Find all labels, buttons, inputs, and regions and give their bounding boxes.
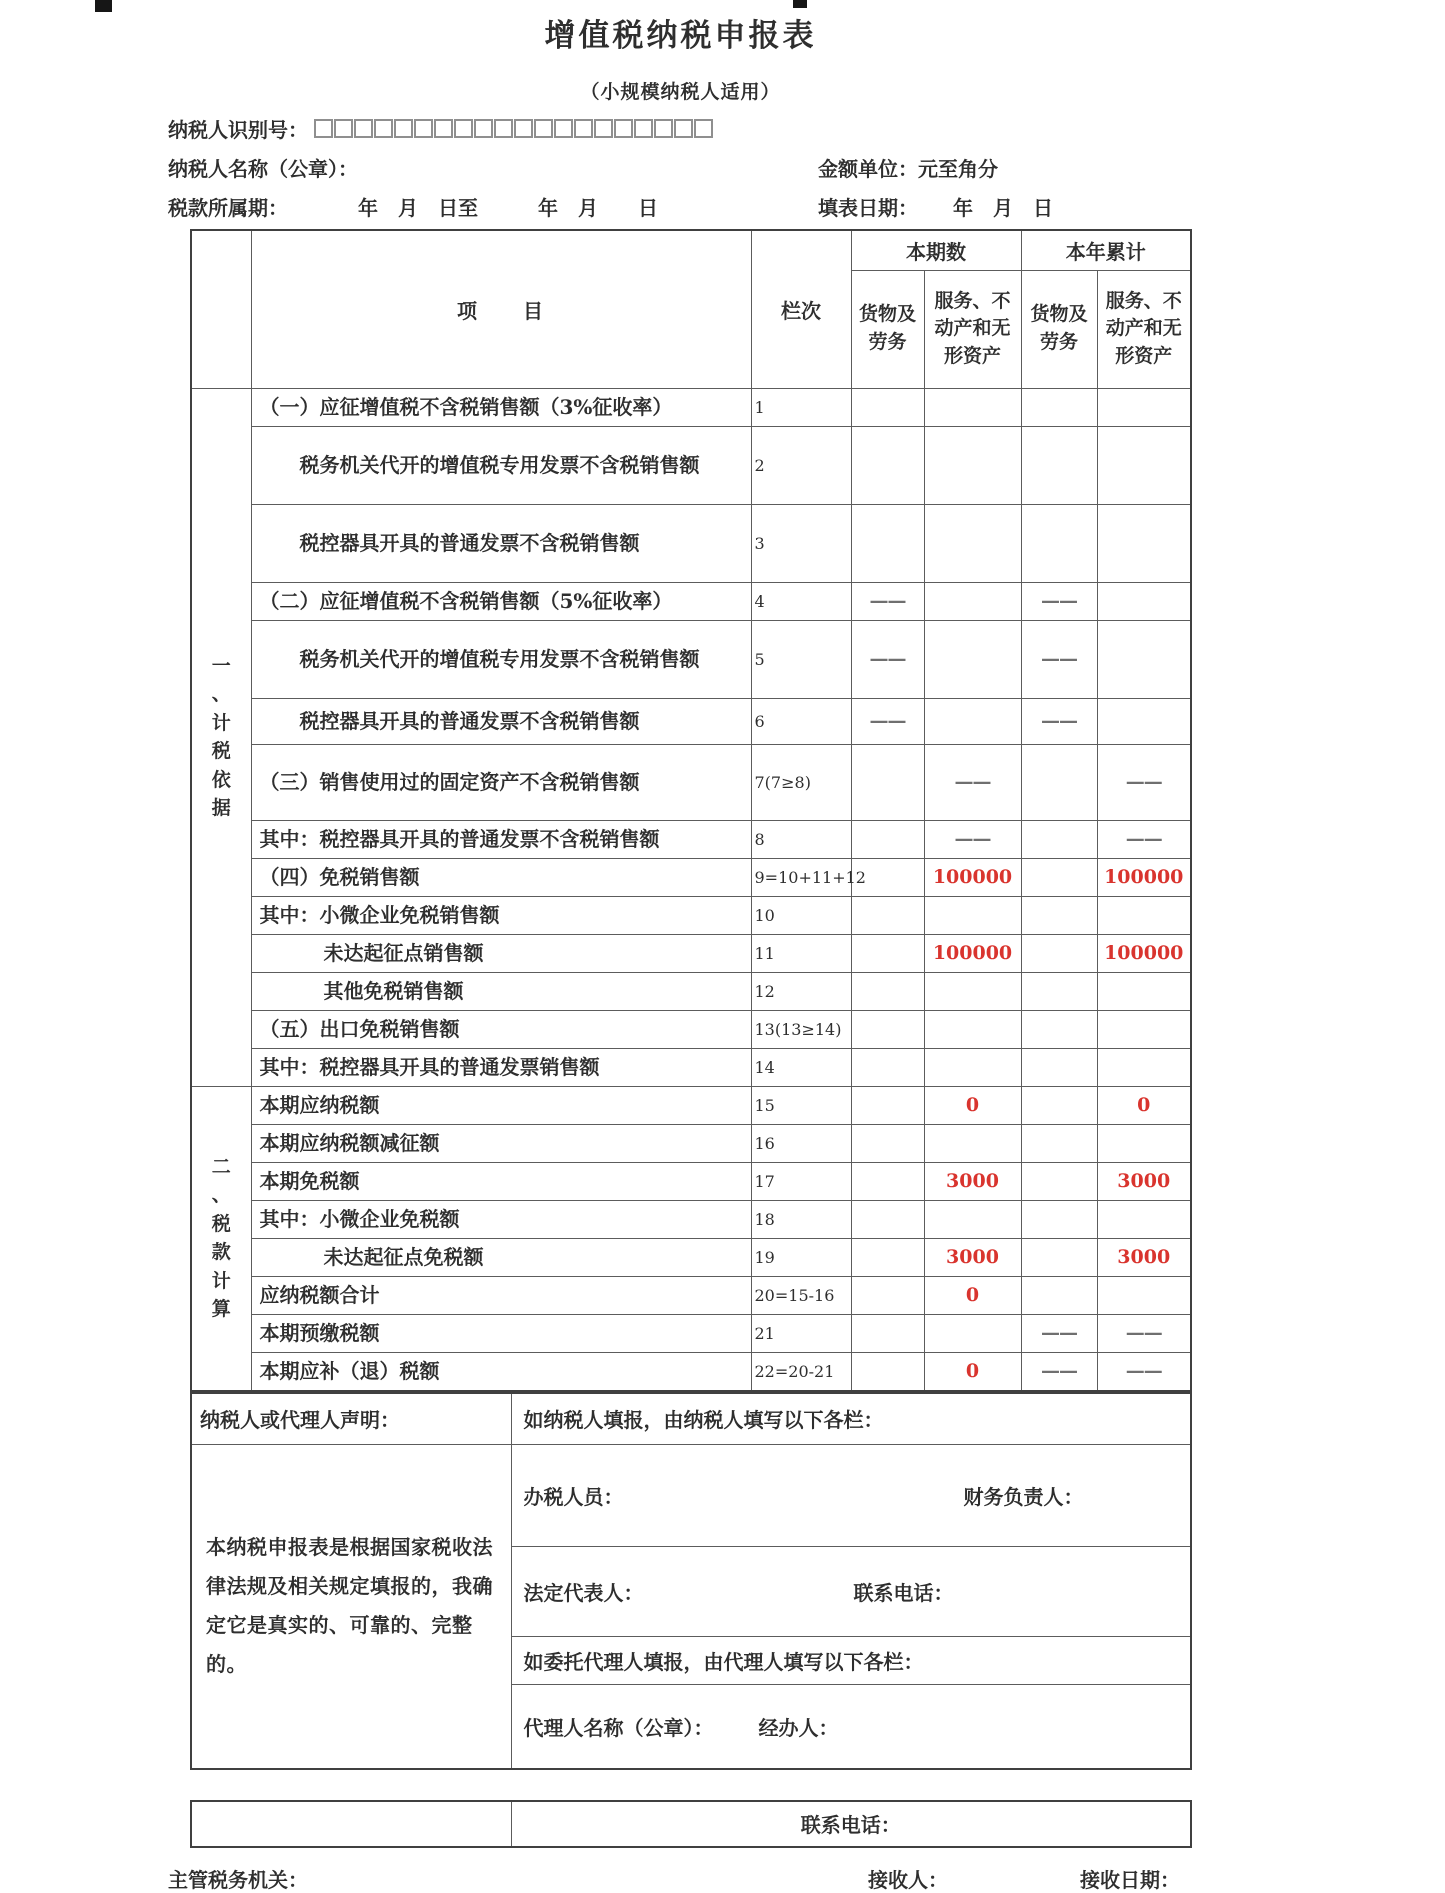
item-label: （三）销售使用过的固定资产不含税销售额 <box>251 744 751 820</box>
contact-phone-label: 联系电话： <box>853 1581 954 1605</box>
section-label-char: 一 <box>211 654 231 677</box>
legal-representative-label: 法定代表人： <box>523 1581 644 1605</box>
item-label: 其中：税控器具开具的普通发票销售额 <box>251 1048 751 1086</box>
empty-amount-cell <box>851 1314 924 1352</box>
empty-amount-cell <box>851 1200 924 1238</box>
item-label: （四）免税销售额 <box>251 858 751 896</box>
empty-amount-cell <box>1097 972 1191 1010</box>
agency-contact-label: 联系电话： <box>511 1801 1191 1847</box>
finance-chief-label: 财务负责人： <box>963 1485 1084 1509</box>
amount-value: 0 <box>924 1352 1021 1391</box>
amount-value: 100000 <box>1097 934 1191 972</box>
empty-amount-cell <box>1097 582 1191 620</box>
amount-value: 100000 <box>1097 858 1191 896</box>
column-no: 22=20-21 <box>751 1352 851 1391</box>
column-no: 14 <box>751 1048 851 1086</box>
table-row <box>191 1048 1191 1086</box>
empty-amount-cell <box>1097 504 1191 582</box>
column-no: 19 <box>751 1238 851 1276</box>
agent-name-row <box>511 1685 1191 1769</box>
item-label: 其中：小微企业免税额 <box>251 1200 751 1238</box>
empty-amount-cell <box>1097 1010 1191 1048</box>
id-box <box>474 119 493 138</box>
empty-amount-cell <box>924 620 1021 698</box>
table-row <box>191 1162 1191 1200</box>
empty-amount-cell <box>1097 1048 1191 1086</box>
section-label-char: 、 <box>211 683 231 705</box>
empty-amount-cell <box>851 1162 924 1200</box>
empty-amount-cell <box>1097 1200 1191 1238</box>
declaration-statement: 本纳税申报表是根据国家税收法律法规及相关规定填报的，我确定它是真实的、可靠的、完整的。 <box>191 1445 511 1769</box>
empty-amount-cell <box>924 1010 1021 1048</box>
column-no: 16 <box>751 1124 851 1162</box>
empty-amount-cell <box>1021 858 1097 896</box>
item-label: 税务机关代开的增值税专用发票不含税销售额 <box>251 620 751 698</box>
tax-clerk-row <box>511 1445 1191 1547</box>
empty-amount-cell <box>1097 1124 1191 1162</box>
amount-value: 3000 <box>1097 1162 1191 1200</box>
id-box <box>314 119 333 138</box>
empty-amount-cell <box>1021 934 1097 972</box>
section-label <box>191 1086 251 1391</box>
item-label: 税控器具开具的普通发票不含税销售额 <box>251 504 751 582</box>
empty-amount-cell <box>1021 426 1097 504</box>
not-applicable-cell: —— <box>851 698 924 744</box>
not-applicable-cell: —— <box>1097 744 1191 820</box>
id-box <box>654 119 673 138</box>
section-label-char: 税 <box>211 1212 231 1235</box>
amount-value: 100000 <box>924 858 1021 896</box>
empty-amount-cell <box>851 1238 924 1276</box>
legal-representative-row <box>511 1547 1191 1637</box>
empty-amount-cell <box>851 972 924 1010</box>
not-applicable-cell: —— <box>1021 1352 1097 1391</box>
column-no: 17 <box>751 1162 851 1200</box>
empty-amount-cell <box>1021 744 1097 820</box>
empty-amount-cell <box>1097 620 1191 698</box>
amount-value: 100000 <box>924 934 1021 972</box>
not-applicable-cell: —— <box>924 744 1021 820</box>
main-table <box>190 229 1192 1392</box>
table-row <box>191 388 1191 426</box>
empty-amount-cell <box>1097 426 1191 504</box>
column-no: 11 <box>751 934 851 972</box>
section-label-char: 税 <box>211 740 231 762</box>
table-row <box>191 1238 1191 1276</box>
column-no: 10 <box>751 896 851 934</box>
tax-clerk-label: 办税人员： <box>523 1485 624 1509</box>
section-label <box>191 388 251 1086</box>
agency-contact-table <box>190 1800 1192 1848</box>
taxpayer-id-boxes <box>314 119 714 138</box>
empty-amount-cell <box>851 1276 924 1314</box>
section-label-char: 算 <box>211 1298 231 1320</box>
column-no: 12 <box>751 972 851 1010</box>
id-box <box>594 119 613 138</box>
column-no: 6 <box>751 698 851 744</box>
item-label: 本期应补（退）税额 <box>251 1352 751 1391</box>
item-label: 税控器具开具的普通发票不含税销售额 <box>251 698 751 744</box>
section-label-char: 计 <box>211 1269 231 1292</box>
empty-amount-cell <box>851 388 924 426</box>
item-label: 应纳税额合计 <box>251 1276 751 1314</box>
year-to-date-header: 本年累计 <box>1021 230 1191 270</box>
empty-amount-cell <box>851 504 924 582</box>
empty-amount-cell <box>1021 972 1097 1010</box>
not-applicable-cell: —— <box>851 620 924 698</box>
item-label: （五）出口免税销售额 <box>251 1010 751 1048</box>
empty-amount-cell <box>924 426 1021 504</box>
amount-value: 0 <box>924 1086 1021 1124</box>
column-no: 20=15-16 <box>751 1276 851 1314</box>
item-column-header: 项 目 <box>251 230 751 388</box>
empty-amount-cell <box>851 426 924 504</box>
goods-services-header: 货物及劳务 <box>1021 270 1097 388</box>
empty-amount-cell <box>1021 504 1097 582</box>
scan-artifact <box>793 0 807 8</box>
section-column-header <box>191 230 251 388</box>
table-row <box>191 504 1191 582</box>
section-label-char: 款 <box>211 1241 231 1263</box>
id-box <box>634 119 653 138</box>
empty-amount-cell <box>851 820 924 858</box>
empty-amount-cell <box>851 1124 924 1162</box>
section-label-char: 依 <box>211 768 231 791</box>
column-no: 7(7≥8) <box>751 744 851 820</box>
filing-date-label: 填表日期： <box>818 196 918 220</box>
id-box <box>454 119 473 138</box>
column-no: 21 <box>751 1314 851 1352</box>
table-row <box>191 1352 1191 1391</box>
scan-artifact <box>95 0 112 12</box>
item-label: 其他免税销售额 <box>251 972 751 1010</box>
taxpayer-id-line <box>168 114 1193 143</box>
empty-amount-cell <box>851 1048 924 1086</box>
column-no-header: 栏次 <box>751 230 851 388</box>
page-subtitle: （小规模纳税人适用） <box>580 81 781 103</box>
empty-amount-cell <box>1097 388 1191 426</box>
item-label: 未达起征点销售额 <box>251 934 751 972</box>
empty-amount-cell <box>924 582 1021 620</box>
tax-period-line <box>168 192 1193 221</box>
taxpayer-fill-title: 如纳税人填报，由纳税人填写以下各栏： <box>511 1393 1191 1445</box>
column-no: 9=10+11+12 <box>751 858 851 896</box>
table-row <box>191 1314 1191 1352</box>
handler-label: 经办人： <box>758 1715 839 1740</box>
table-row <box>191 582 1191 620</box>
receive-date-label: 接收日期： <box>1080 1867 1180 1892</box>
agent-fill-title: 如委托代理人填报，由代理人填写以下各栏： <box>511 1637 1191 1685</box>
not-applicable-cell: —— <box>851 582 924 620</box>
receipt-line <box>168 1860 1193 1892</box>
table-row <box>191 820 1191 858</box>
not-applicable-cell: —— <box>924 820 1021 858</box>
empty-amount-cell <box>1021 1124 1097 1162</box>
not-applicable-cell: —— <box>1021 620 1097 698</box>
current-period-header: 本期数 <box>851 230 1021 270</box>
empty-amount-cell <box>851 1086 924 1124</box>
id-box <box>394 119 413 138</box>
id-box <box>414 119 433 138</box>
not-applicable-cell: —— <box>1021 1314 1097 1352</box>
empty-amount-cell <box>924 698 1021 744</box>
table-row <box>191 1200 1191 1238</box>
empty-amount-cell <box>851 1010 924 1048</box>
empty-amount-cell <box>1021 388 1097 426</box>
services-property-header: 服务、不动产和无形资产 <box>1097 270 1191 388</box>
column-no: 15 <box>751 1086 851 1124</box>
table-row <box>191 744 1191 820</box>
empty-amount-cell <box>1021 1048 1097 1086</box>
id-box <box>574 119 593 138</box>
taxpayer-name-label: 纳税人名称（公章）： <box>168 157 358 181</box>
amount-value: 3000 <box>1097 1238 1191 1276</box>
id-box <box>354 119 373 138</box>
amount-value: 0 <box>1097 1086 1191 1124</box>
empty-amount-cell <box>1097 698 1191 744</box>
column-no: 13(13≥14) <box>751 1010 851 1048</box>
section-label-char: 计 <box>211 711 231 734</box>
table-row <box>191 858 1191 896</box>
taxpayer-id-label: 纳税人识别号： <box>168 118 308 142</box>
tax-period-label: 税款所属期： <box>168 196 288 220</box>
amount-value: 3000 <box>924 1238 1021 1276</box>
column-no: 1 <box>751 388 851 426</box>
empty-amount-cell <box>924 1048 1021 1086</box>
item-label: 本期免税额 <box>251 1162 751 1200</box>
not-applicable-cell: —— <box>1097 1352 1191 1391</box>
empty-amount-cell <box>1021 1010 1097 1048</box>
amount-value: 3000 <box>924 1162 1021 1200</box>
declaration-table <box>190 1392 1192 1770</box>
empty-amount-cell <box>1097 1276 1191 1314</box>
agency-empty-cell <box>191 1801 511 1847</box>
column-no: 3 <box>751 504 851 582</box>
section-label-char: 二 <box>211 1155 231 1178</box>
item-label: （二）应征增值税不含税销售额（5%征收率） <box>251 582 751 620</box>
id-box <box>554 119 573 138</box>
id-box <box>334 119 353 138</box>
item-label: 本期预缴税额 <box>251 1314 751 1352</box>
item-label: 其中：税控器具开具的普通发票不含税销售额 <box>251 820 751 858</box>
table-row <box>191 426 1191 504</box>
not-applicable-cell: —— <box>1097 1314 1191 1352</box>
empty-amount-cell <box>1021 1200 1097 1238</box>
table-row <box>191 896 1191 934</box>
amount-unit-label: 金额单位：元至角分 <box>818 157 998 181</box>
empty-amount-cell <box>924 1314 1021 1352</box>
empty-amount-cell <box>1097 896 1191 934</box>
declarant-statement-title: 纳税人或代理人声明： <box>191 1393 511 1445</box>
column-no: 18 <box>751 1200 851 1238</box>
goods-services-header: 货物及劳务 <box>851 270 924 388</box>
filing-date-fields: 年 月 日 <box>952 196 1053 220</box>
filing-date <box>818 192 1193 221</box>
amount-value: 0 <box>924 1276 1021 1314</box>
empty-amount-cell <box>924 388 1021 426</box>
column-no: 8 <box>751 820 851 858</box>
empty-amount-cell <box>851 934 924 972</box>
item-label: （一）应征增值税不含税销售额（3%征收率） <box>251 388 751 426</box>
not-applicable-cell: —— <box>1021 582 1097 620</box>
section-label-char: 、 <box>211 1184 231 1206</box>
taxpayer-name-line <box>168 153 1193 182</box>
form-page <box>168 8 1193 1892</box>
table-row <box>191 1086 1191 1124</box>
empty-amount-cell <box>1021 1238 1097 1276</box>
column-no: 5 <box>751 620 851 698</box>
item-label: 本期应纳税额 <box>251 1086 751 1124</box>
item-label: 其中：小微企业免税销售额 <box>251 896 751 934</box>
empty-amount-cell <box>924 896 1021 934</box>
id-box <box>494 119 513 138</box>
table-row <box>191 972 1191 1010</box>
column-no: 2 <box>751 426 851 504</box>
id-box <box>674 119 693 138</box>
empty-amount-cell <box>1021 820 1097 858</box>
id-box <box>694 119 713 138</box>
item-label: 本期应纳税额减征额 <box>251 1124 751 1162</box>
empty-amount-cell <box>851 896 924 934</box>
empty-amount-cell <box>1021 1162 1097 1200</box>
receiver-label: 接收人： <box>868 1867 948 1892</box>
id-box <box>374 119 393 138</box>
agent-name-label: 代理人名称（公章）： <box>523 1715 714 1740</box>
id-box <box>514 119 533 138</box>
table-row <box>191 1124 1191 1162</box>
empty-amount-cell <box>924 1200 1021 1238</box>
table-row <box>191 1276 1191 1314</box>
item-label: 未达起征点免税额 <box>251 1238 751 1276</box>
not-applicable-cell: —— <box>1097 820 1191 858</box>
table-row <box>191 698 1191 744</box>
empty-amount-cell <box>851 744 924 820</box>
empty-amount-cell <box>924 1124 1021 1162</box>
not-applicable-cell: —— <box>1021 698 1097 744</box>
page-title: 增值税纳税申报表 <box>544 18 817 54</box>
empty-amount-cell <box>924 972 1021 1010</box>
services-property-header: 服务、不动产和无形资产 <box>924 270 1021 388</box>
tax-period-fields: 年 月 日至 年 月 日 <box>358 196 658 220</box>
tax-authority-label: 主管税务机关： <box>168 1867 308 1892</box>
column-no: 4 <box>751 582 851 620</box>
table-row <box>191 620 1191 698</box>
empty-amount-cell <box>1021 896 1097 934</box>
id-box <box>614 119 633 138</box>
section-label-char: 据 <box>211 797 231 819</box>
empty-amount-cell <box>851 1352 924 1391</box>
empty-amount-cell <box>1021 1276 1097 1314</box>
empty-amount-cell <box>924 504 1021 582</box>
item-label: 税务机关代开的增值税专用发票不含税销售额 <box>251 426 751 504</box>
id-box <box>434 119 453 138</box>
id-box <box>534 119 553 138</box>
table-row <box>191 934 1191 972</box>
empty-amount-cell <box>1021 1086 1097 1124</box>
table-row <box>191 1010 1191 1048</box>
